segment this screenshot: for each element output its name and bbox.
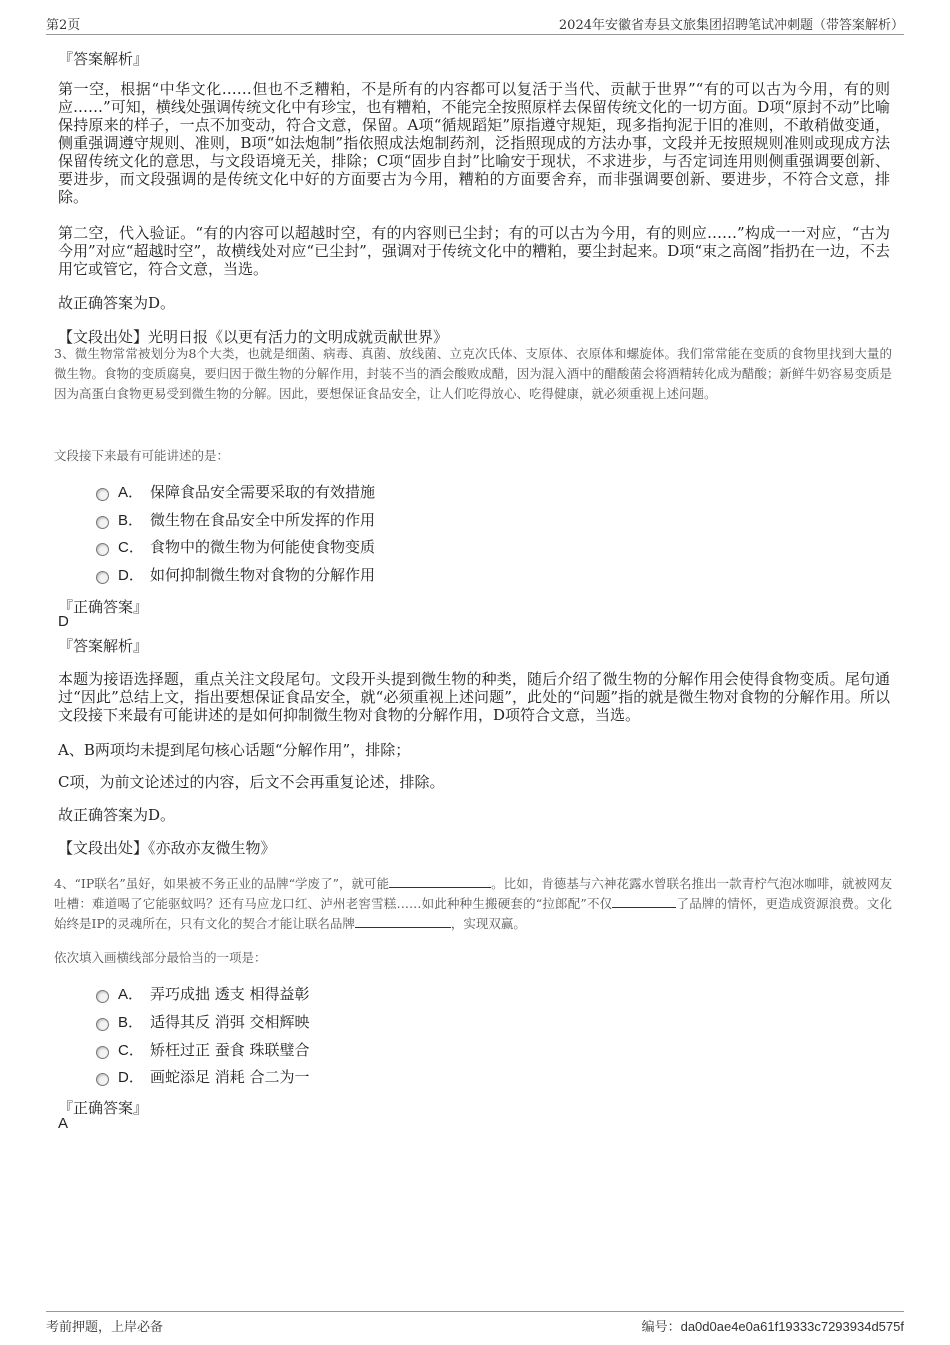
option-letter: D． <box>118 566 144 584</box>
stem-part-1: 4、“IP联名”虽好，如果被不务正业的品牌“学废了”，就可能 <box>54 876 390 891</box>
radio-button-icon[interactable] <box>96 543 109 556</box>
option-letter: A． <box>118 483 144 501</box>
correct-answer: D <box>58 613 69 630</box>
stem-part-4: ，实现双赢。 <box>450 916 526 931</box>
fill-blank-1 <box>389 875 491 888</box>
question-4-prompt: 依次填入画横线部分最恰当的一项是： <box>54 950 267 965</box>
radio-button-icon[interactable] <box>96 1073 109 1086</box>
option-letter: B． <box>118 511 144 529</box>
option-text: 微生物在食品安全中所发挥的作用 <box>150 510 376 529</box>
analysis-label: 『答案解析』 <box>58 50 149 68</box>
q3-option-a[interactable] <box>96 480 375 502</box>
option-text: 如何抑制微生物对食物的分解作用 <box>150 565 376 584</box>
q3-option-d[interactable] <box>96 563 375 585</box>
passage-source: 【文段出处】《亦敌亦友微生物》 <box>58 839 276 857</box>
code-label: 编号： <box>641 1320 681 1335</box>
document-code <box>642 1316 904 1335</box>
analysis-paragraph-1: 第一空，根据“中华文化……但也不乏糟粕，不是所有的内容都可以复活于当代、贡献于世界”“有的可以古为今用，有的则应……”可知，横线处强调传统文化中有珍宝，也有糟粕，不能完全按照原样去保留传统文化的一切方面。D项“原封不动”比喻保持原来的样子，一点不加变动，符合文意，保留。A项“循规蹈矩”原指遵守规矩，现多指拘泥于旧的准则，不敢稍做变通，侧重强调遵守规则、准则，B项“如法炮制”指依照成法炮制药剂，泛指照现成的方法办事，文段并无按照规则准则或现成方法保留传统文化的意思，与文段语境无关，排除；C项“固步自封”比喻安于现状，不求进步，与否定词连用则侧重强调要创新、要进步，而文段强调的是传统文化中好的方面要古为今用，糟粕的方面要舍弃，而非强调要创新、要进步，不符合文意，排除。 <box>58 80 890 206</box>
stem-part-2: 。比如，肯德基与六神花露水曾联名推出一款青柠气泡冰咖啡，就被网友吐槽：难道喝了它能驱蚊吗？还有马应龙口红、泸州老窖雪糕……如此种种生搬硬套的“拉郎配”不仅 <box>54 876 892 911</box>
analysis-paragraph-1: 本题为接语选择题，重点关注文段尾句。文段开头提到微生物的种类，随后介绍了微生物的分解作用会使得食物变质。尾句通过“因此”总结上文，指出要想保证食品安全，就“必须重视上述问题”，此处的“问题”指的就是微生物对食物的分解作用。所以文段接下来最有可能讲述的是如何抑制微生物对食物的分解作用，D项符合文意，当选。 <box>58 670 890 724</box>
code-value: da0d0ae4e0a61f19333c7293934d575f <box>680 1319 904 1334</box>
page-number: 第2页 <box>46 18 81 33</box>
radio-button-icon[interactable] <box>96 571 109 584</box>
stem-part-3: 了品牌的情怀，更造成资源浪费。文化始终是IP的灵魂所在，只有文化的契合才能让联名品牌 <box>54 896 892 931</box>
option-text: 画蛇添足 消耗 合二为一 <box>150 1067 310 1086</box>
radio-button-icon[interactable] <box>96 1046 109 1059</box>
option-letter: D． <box>118 1068 144 1086</box>
q3-option-b[interactable] <box>96 508 375 530</box>
question-3-stem: 3、微生物常常被划分为8个大类，也就是细菌、病毒、真菌、放线菌、立克次氏体、支原体、衣原体和螺旋体。我们常常能在变质的食物里找到大量的微生物。食物的变质腐臭，要归因于微生物的分解作用，封装不当的酒会酸败成醋，因为混入酒中的醋酸菌会将酒精转化成为醋酸；新鲜牛奶容易变质是因为高蛋白食物更易受到微生物的分解。因此，要想保证食品安全，让人们吃得放心、吃得健康，就必须重视上述问题。 <box>54 346 892 401</box>
q4-option-c[interactable] <box>96 1038 310 1060</box>
option-letter: C． <box>118 1041 144 1059</box>
footer-motto: 考前押题，上岸必备 <box>46 1320 164 1335</box>
option-letter: A． <box>118 985 144 1003</box>
option-letter: C． <box>118 538 144 556</box>
radio-button-icon[interactable] <box>96 488 109 501</box>
analysis-paragraph-2: 第二空，代入验证。“有的内容可以超越时空，有的内容则已尘封；有的可以古为今用，有的则应……”构成一一对应，“古为今用”对应“超越时空”，故横线处对应“已尘封”，强调对于传统文化中的糟粕，要尘封起来。D项“束之高阁”指扔在一边，不去用它或管它，符合文意，当选。 <box>58 224 890 278</box>
q4-option-b[interactable] <box>96 1010 310 1032</box>
analysis-paragraph-3: C项，为前文论述过的内容，后文不会再重复论述，排除。 <box>58 773 445 791</box>
option-text: 食物中的微生物为何能使食物变质 <box>150 537 376 556</box>
radio-button-icon[interactable] <box>96 1018 109 1031</box>
passage-source: 【文段出处】光明日报《以更有活力的文明成就贡献世界》 <box>58 328 449 346</box>
option-text: 矫枉过正 蚕食 珠联璧合 <box>150 1040 310 1059</box>
q4-option-d[interactable] <box>96 1065 310 1087</box>
correct-answer: A <box>58 1115 69 1132</box>
page-footer <box>46 1311 904 1335</box>
page-header <box>46 14 904 35</box>
analysis-paragraph-2: A、B两项均未提到尾句核心话题“分解作用”，排除； <box>58 741 411 759</box>
correct-answer-label: 『正确答案』 <box>58 1099 149 1117</box>
question-4-stem <box>54 874 892 934</box>
question-3-prompt: 文段接下来最有可能讲述的是： <box>54 448 230 463</box>
fill-blank-3 <box>355 915 451 928</box>
conclusion: 故正确答案为D。 <box>58 294 176 312</box>
radio-button-icon[interactable] <box>96 516 109 529</box>
q3-option-c[interactable] <box>96 535 375 557</box>
option-letter: B． <box>118 1013 144 1031</box>
analysis-label: 『答案解析』 <box>58 637 149 655</box>
fill-blank-2 <box>612 895 676 908</box>
option-text: 弄巧成拙 透支 相得益彰 <box>150 984 310 1003</box>
option-text: 保障食品安全需要采取的有效措施 <box>150 482 376 501</box>
correct-answer-label: 『正确答案』 <box>58 598 149 616</box>
q4-option-a[interactable] <box>96 982 310 1004</box>
option-text: 适得其反 消弭 交相辉映 <box>150 1012 310 1031</box>
document-title: 2024年安徽省寿县文旅集团招聘笔试冲刺题（带答案解析） <box>558 18 904 33</box>
radio-button-icon[interactable] <box>96 990 109 1003</box>
conclusion: 故正确答案为D。 <box>58 806 176 824</box>
